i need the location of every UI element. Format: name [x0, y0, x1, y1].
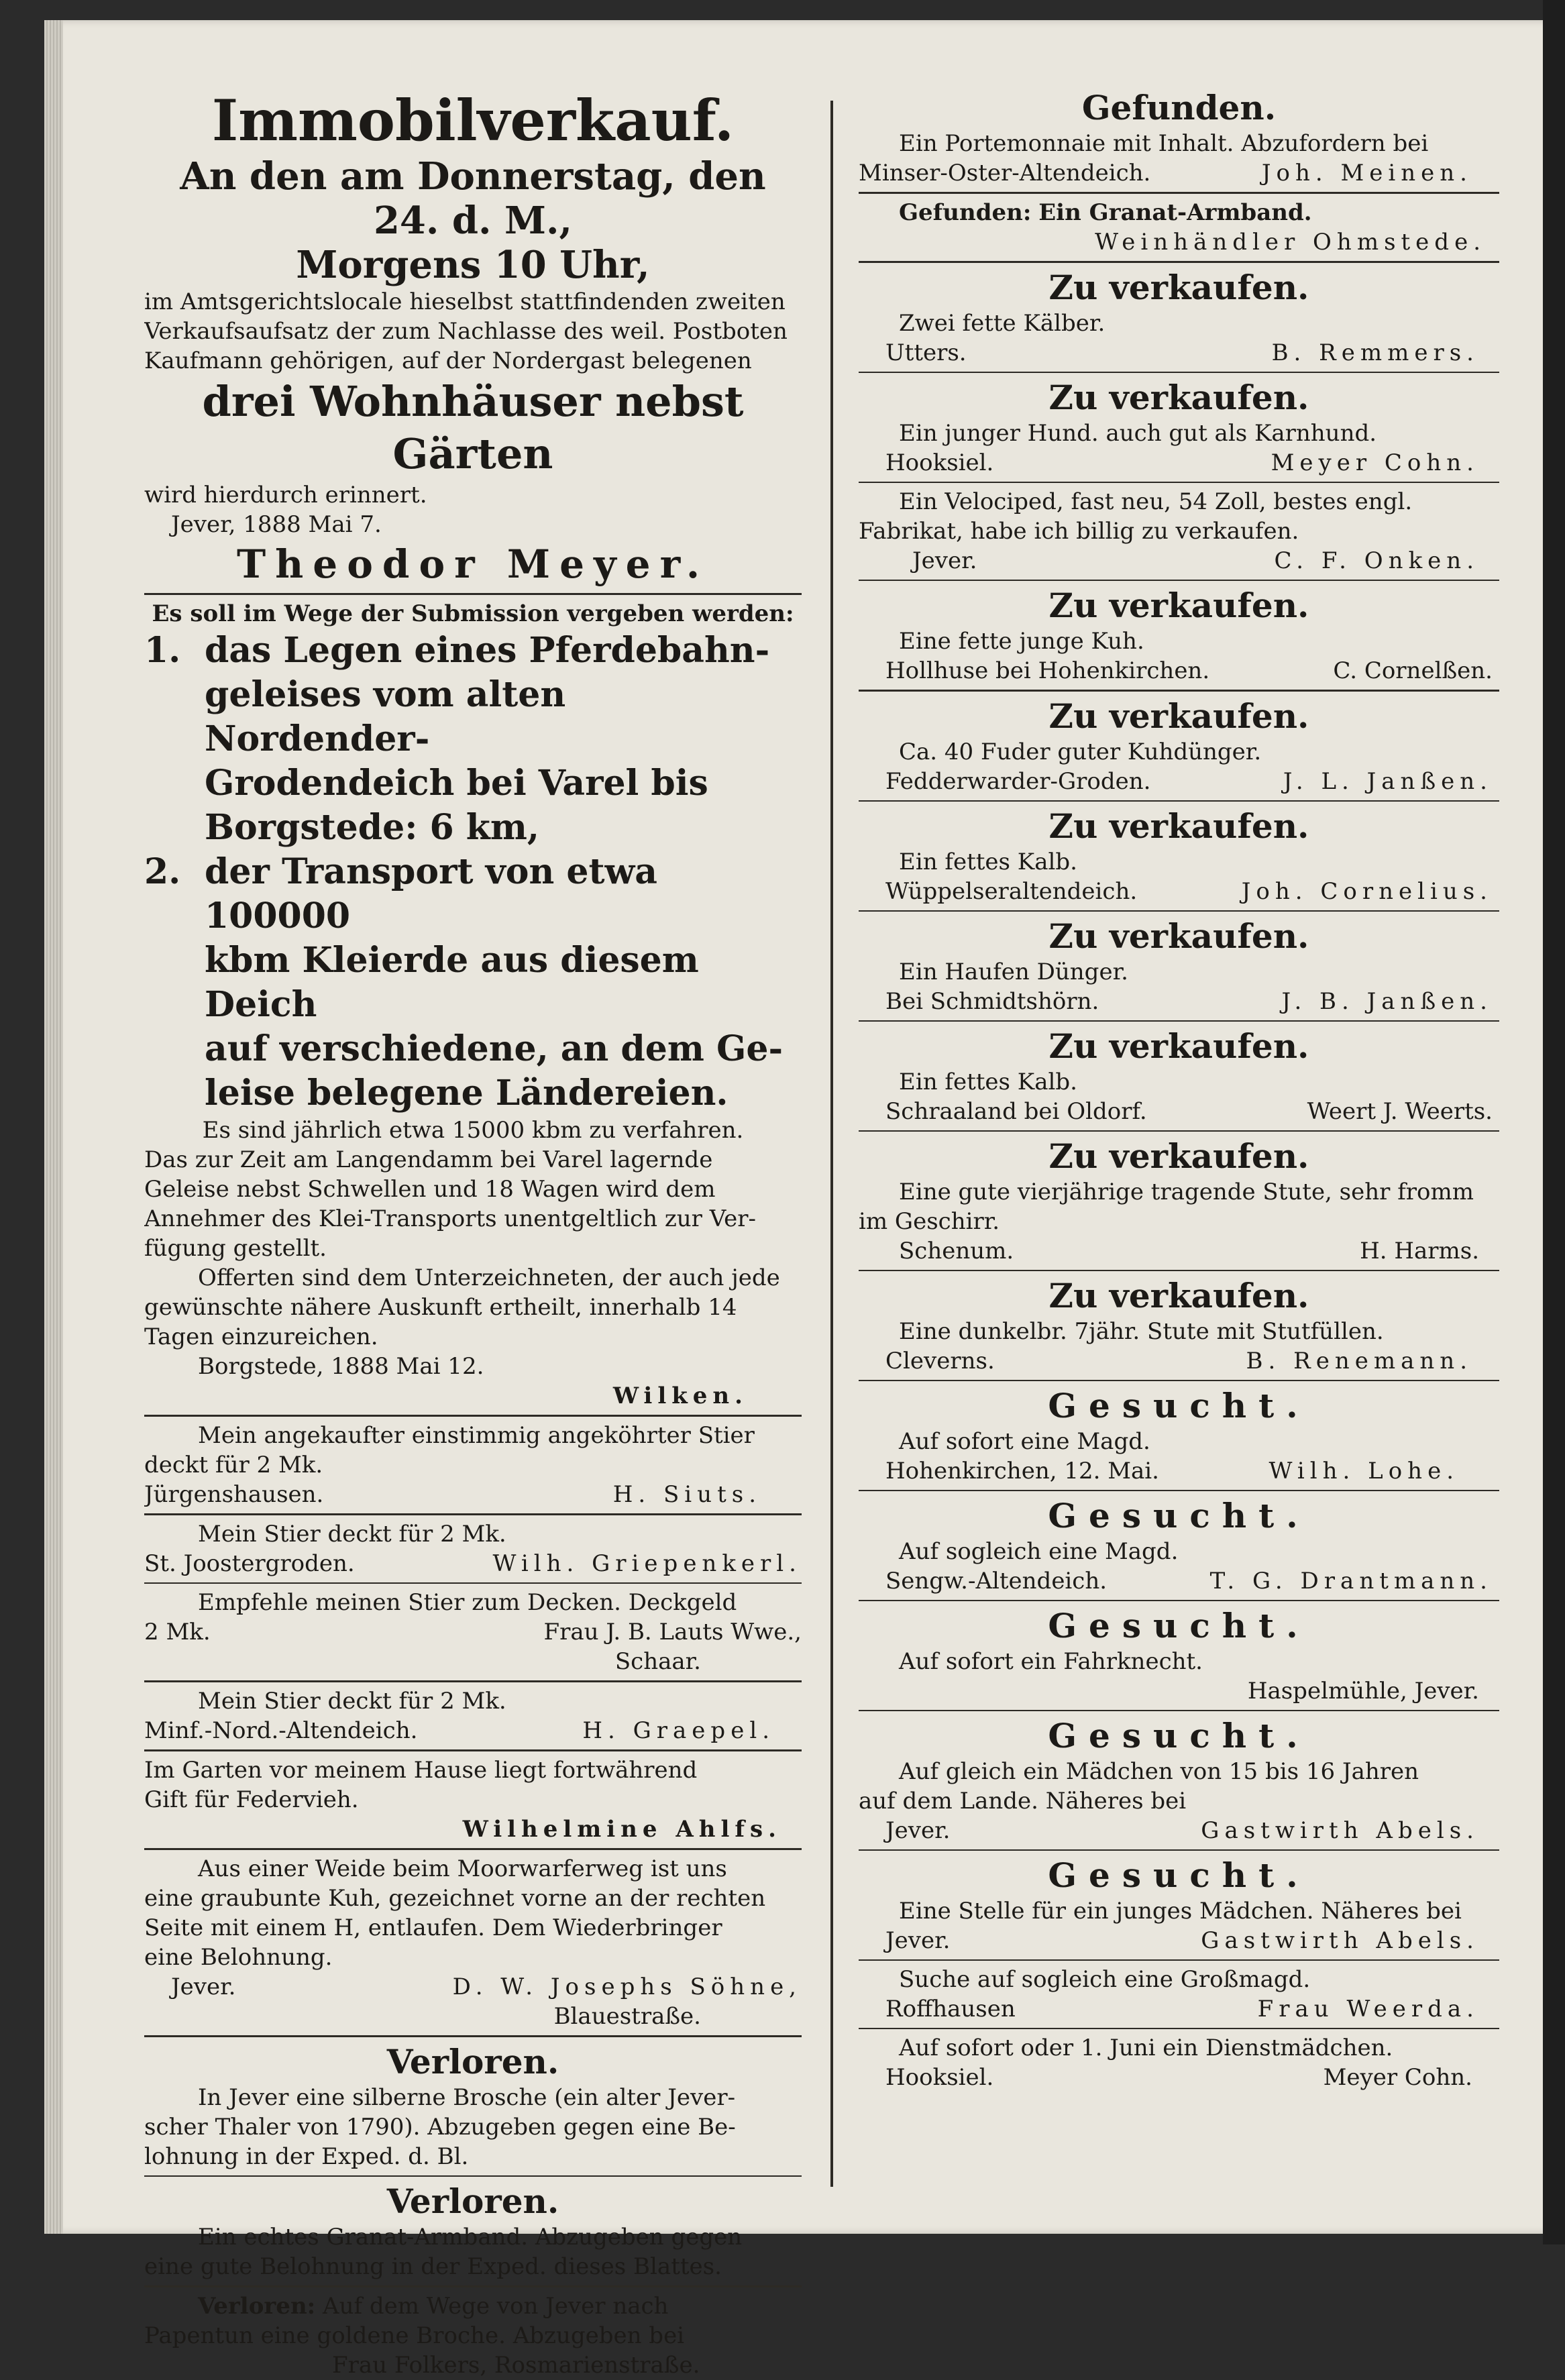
ad-footer — [859, 877, 1499, 906]
ad-line: Geleise nebst Schwellen und 18 Wagen wird dem — [144, 1176, 716, 1203]
ad-place: Schenum. — [899, 1238, 1014, 1264]
ad-date: Borgstede, 1888 Mai 12. — [198, 1353, 484, 1380]
divider — [144, 1680, 802, 1682]
ad-footer — [859, 1236, 1499, 1266]
ad-gesucht-5 — [859, 1855, 1499, 1955]
divider — [144, 1582, 802, 1584]
ad-name: B. Renemann. — [1246, 1348, 1472, 1374]
page-binding-edge — [44, 20, 63, 2234]
ad-footer — [859, 1456, 1499, 1486]
ad-title: Immobilverkauf. — [211, 87, 735, 154]
ad-footer — [859, 767, 1499, 796]
ad-title: Zu verkaufen. — [1048, 916, 1309, 956]
ad-title: Zu verkaufen. — [1048, 696, 1309, 736]
ad-line: im Geschirr. — [859, 1208, 1000, 1235]
ad-submission — [144, 599, 802, 1411]
ad-name: T. G. Drantmann. — [1209, 1568, 1493, 1594]
divider — [859, 1020, 1499, 1022]
submission-list — [144, 629, 802, 1116]
ad-line: Ca. 40 Fuder guter Kuhdünger. — [899, 739, 1262, 765]
ad-line: Papentun eine goldene Broche. Abzugeben bei — [144, 2322, 685, 2349]
ad-line: Annehmer des Klei-Transports unentgeltlich zur Ver- — [144, 1205, 756, 1232]
divider — [144, 1513, 802, 1515]
ad-name: Meyer Cohn. — [1323, 2064, 1472, 2091]
divider — [859, 2028, 1499, 2029]
ad-date: Jever, 1888 Mai 7. — [171, 511, 382, 538]
ad-verkaufen-7 — [859, 1026, 1499, 1126]
ad-footer — [144, 1480, 802, 1509]
ad-verloren-1 — [144, 2041, 802, 2171]
ad-line: Aus einer Weide beim Moorwarferweg ist uns — [198, 1855, 727, 1882]
ad-footer — [859, 2063, 1499, 2092]
divider — [144, 1415, 802, 1417]
divider — [144, 2035, 802, 2037]
ad-footer — [144, 1549, 802, 1578]
ad-title: Zu verkaufen. — [1048, 586, 1309, 625]
divider — [859, 482, 1499, 483]
ad-line: Ein fettes Kalb. — [899, 849, 1077, 875]
ad-gift — [144, 1755, 802, 1844]
ad-line: gewünschte nähere Auskunft ertheilt, innerhalb 14 — [144, 1294, 737, 1321]
ad-line: Ein Haufen Dünger. — [899, 959, 1128, 985]
ad-title: Gefunden. — [1081, 88, 1277, 127]
ad-signature: Wilhelmine Ahlfs. — [462, 1816, 781, 1843]
ad-veloziped — [859, 487, 1499, 576]
ad-line: Offerten sind dem Unterzeichneten, der auch jede — [198, 1264, 780, 1291]
ad-signature: Wilken. — [612, 1383, 748, 1409]
ad-verloren-3 — [144, 2291, 802, 2380]
ad-line: wird hierdurch erinnert. — [144, 482, 427, 508]
ad-place: Jever. — [912, 547, 977, 574]
ad-verkaufen-1 — [859, 267, 1499, 368]
item-line: auf verschiedene, an dem Ge- — [205, 1028, 784, 1069]
ad-name: Frau Folkers, Rosmarienstraße. — [332, 2352, 700, 2379]
ad-place: Hooksiel. — [885, 449, 994, 476]
ad-title: Zu verkaufen. — [1048, 1276, 1309, 1315]
ad-name: Joh. Cornelius. — [1241, 878, 1493, 905]
ad-name: Meyer Cohn. — [1271, 449, 1479, 476]
ad-title: Zu verkaufen. — [1048, 1136, 1309, 1176]
ad-title: Verloren. — [386, 2042, 559, 2081]
ad-line: Auf sofort oder 1. Juni ein Dienstmädchen. — [899, 2035, 1393, 2061]
ad-gesucht-1 — [859, 1385, 1499, 1486]
ad-place: Roffhausen — [885, 1996, 1016, 2022]
ad-title: Gesucht. — [1048, 1606, 1310, 1645]
ad-line: An den am Donnerstag, den 24. d. M., — [180, 154, 766, 243]
item-line: das Legen eines Pferdebahn- — [205, 630, 770, 671]
ad-place: St. Joostergroden. — [144, 1550, 355, 1577]
ad-verkaufen-2 — [859, 377, 1499, 478]
ad-line: Eine gute vierjährige tragende Stute, sehr fromm — [899, 1179, 1474, 1205]
ad-footer — [144, 1716, 802, 1745]
ad-name: J. L. Janßen. — [1283, 768, 1493, 795]
ad-footer — [859, 1346, 1499, 1376]
divider — [859, 261, 1499, 263]
ad-verloren-2 — [144, 2181, 802, 2281]
right-column — [859, 87, 1499, 2092]
list-item — [144, 629, 802, 850]
ad-stier-4 — [144, 1686, 802, 1745]
ad-name: C. F. Onken. — [1274, 547, 1479, 574]
divider — [144, 2175, 802, 2177]
ad-name: Gastwirth Abels. — [1201, 1817, 1479, 1844]
divider — [144, 2285, 802, 2287]
ad-line: Es sind jährlich etwa 15000 kbm zu verfahren. — [202, 1117, 744, 1144]
ad-immobilverkauf — [144, 87, 802, 589]
ad-place: Sengw.-Altendeich. — [885, 1568, 1108, 1594]
item-line: geleises vom alten Nordender- — [205, 674, 566, 759]
ad-name: Weinhändler Ohmstede. — [1095, 229, 1486, 256]
ad-place: Schaar. — [614, 1648, 701, 1675]
ad-line: Ein junger Hund. auch gut als Karnhund. — [899, 420, 1377, 447]
ad-line: Mein Stier deckt für 2 Mk. — [198, 1688, 506, 1715]
ad-name: Wilh. Griepenkerl. — [492, 1550, 802, 1577]
ad-verkaufen-9 — [859, 1275, 1499, 1376]
divider — [859, 690, 1499, 692]
ad-title: Gesucht. — [1048, 1386, 1310, 1425]
ad-place: Hooksiel. — [885, 2064, 994, 2091]
ad-headline: drei Wohnhäuser nebst Gärten — [202, 377, 744, 478]
ad-line: Fabrikat, habe ich billig zu verkaufen. — [859, 518, 1299, 545]
ad-place: Utters. — [885, 339, 967, 366]
ad-line: Ein echtes Granat-Armband. Abzugeben gegen — [198, 2224, 743, 2251]
ad-place: Hollhuse bei Hohenkirchen. — [885, 657, 1210, 684]
ad-footer — [859, 338, 1499, 368]
ad-line: Eine dunkelbr. 7jähr. Stute mit Stutfüllen. — [899, 1318, 1384, 1345]
item-number: 1. — [144, 630, 181, 671]
ad-line: Mein Stier deckt für 2 Mk. — [198, 1521, 506, 1548]
ad-place: Jever. — [885, 1817, 951, 1844]
scan-border — [1543, 0, 1565, 2244]
ad-line: Morgens 10 Uhr, — [296, 243, 650, 287]
ad-line: Das zur Zeit am Langendamm bei Varel lagernde — [144, 1146, 713, 1173]
ad-line: In Jever eine silberne Brosche (ein alter Jever- — [198, 2084, 736, 2111]
ad-verkaufen-6 — [859, 916, 1499, 1016]
ad-stier-2 — [144, 1519, 802, 1578]
ad-line: Suche auf sogleich eine Großmagd. — [899, 1966, 1311, 1993]
item-line: kbm Kleierde aus diesem Deich — [205, 940, 699, 1025]
ad-line: deckt für 2 Mk. — [144, 1452, 323, 1478]
divider — [144, 1848, 802, 1850]
ad-gefunden-1 — [859, 87, 1499, 188]
ad-place: Bei Schmidtshörn. — [885, 988, 1099, 1015]
ad-footer — [859, 1566, 1499, 1596]
ad-verkaufen-3 — [859, 585, 1499, 686]
ad-line: Kaufmann gehörigen, auf der Nordergast belegenen — [144, 347, 752, 374]
ad-line: Mein angekaufter einstimmig angeköhrter Stier — [198, 1422, 755, 1449]
ad-place: Jever. — [171, 1973, 236, 2000]
ad-title: Zu verkaufen. — [1048, 378, 1309, 417]
divider — [144, 1749, 802, 1751]
ad-line: Auf sofort ein Fahrknecht. — [899, 1648, 1203, 1675]
ad-line — [144, 1617, 802, 1647]
ad-line: eine Belohnung. — [144, 1944, 333, 1971]
ad-line: Empfehle meinen Stier zum Decken. Deckgeld — [198, 1589, 737, 1616]
divider — [859, 1600, 1499, 1601]
divider — [859, 910, 1499, 912]
divider — [859, 192, 1499, 194]
ad-line: Eine Stelle für ein junges Mädchen. Näheres bei — [899, 1898, 1462, 1925]
ad-line: Gift für Federvieh. — [144, 1786, 359, 1813]
ad-text: Ein Granat-Armband. — [1038, 199, 1312, 226]
ad-name: C. Cornelßen. — [1333, 657, 1493, 684]
ad-lead: Verloren: — [198, 2293, 316, 2320]
ad-line: Auf gleich ein Mädchen von 15 bis 16 Jahren — [899, 1758, 1419, 1785]
ad-name: H. Siuts. — [612, 1481, 761, 1508]
ad-name: H. Harms. — [1360, 1238, 1479, 1264]
divider — [859, 1490, 1499, 1491]
ad-line: Seite mit einem H, entlaufen. Dem Wiederbringer — [144, 1914, 722, 1941]
ad-line: Eine fette junge Kuh. — [899, 628, 1144, 655]
ad-name: Joh. Meinen. — [1261, 160, 1472, 186]
ad-footer — [859, 656, 1499, 686]
ad-line: Ein Velociped, fast neu, 54 Zoll, bestes engl. — [899, 488, 1413, 515]
ad-place: Minser-Oster-Altendeich. — [859, 160, 1151, 186]
ad-kuh — [144, 1854, 802, 2031]
divider — [144, 593, 802, 595]
ad-name: Frau J. B. Lauts Wwe., — [543, 1619, 802, 1645]
ad-footer — [859, 1994, 1499, 2024]
item-line: leise belegene Ländereien. — [205, 1073, 728, 1114]
ad-line: Auf sofort eine Magd. — [899, 1428, 1150, 1455]
ad-name: Haspelmühle, Jever. — [1247, 1678, 1479, 1705]
ad-line: Ein fettes Kalb. — [899, 1069, 1077, 1095]
ad-verkaufen-8 — [859, 1136, 1499, 1266]
divider — [859, 1380, 1499, 1381]
ad-line: Zwei fette Kälber. — [899, 310, 1105, 337]
left-column — [144, 87, 802, 2380]
ad-line: Ein Portemonnaie mit Inhalt. Abzufordern bei — [899, 130, 1429, 157]
item-line: Borgstede: 6 km, — [205, 807, 539, 848]
ad-place: Jever. — [885, 1927, 951, 1954]
ad-title: Zu verkaufen. — [1048, 268, 1309, 307]
ad-line: Im Garten vor meinem Hause liegt fortwährend — [144, 1757, 698, 1784]
ad-title: Zu verkaufen. — [1048, 1026, 1309, 1066]
ad-footer — [859, 158, 1499, 188]
ad-line: fügung gestellt. — [144, 1235, 327, 1262]
ad-name: J. B. Janßen. — [1281, 988, 1493, 1015]
divider — [859, 1849, 1499, 1851]
ad-lead: Gefunden: — [899, 199, 1032, 226]
ad-footer — [859, 448, 1499, 478]
ad-gefunden-2 — [859, 198, 1499, 257]
ad-place: Fedderwarder-Groden. — [885, 768, 1151, 795]
item-number: 2. — [144, 851, 181, 892]
ad-footer — [144, 1972, 802, 2002]
ad-verkaufen-5 — [859, 806, 1499, 906]
divider — [859, 1270, 1499, 1271]
divider — [859, 800, 1499, 802]
ad-place: Hohenkirchen, 12. Mai. — [885, 1458, 1159, 1484]
divider — [859, 372, 1499, 373]
ad-stier-1 — [144, 1421, 802, 1509]
ad-place: Cleverns. — [885, 1348, 995, 1374]
ad-title: Gesucht. — [1048, 1716, 1310, 1755]
ad-place: Wüppelseraltendeich. — [885, 878, 1138, 905]
ad-title: Zu verkaufen. — [1048, 806, 1309, 846]
ad-line — [859, 198, 1499, 227]
divider — [859, 1959, 1499, 1961]
ad-place: Minf.-Nord.-Altendeich. — [144, 1717, 418, 1744]
ad-verkaufen-4 — [859, 696, 1499, 796]
ad-footer — [859, 546, 1499, 576]
divider — [859, 1710, 1499, 1711]
ad-name: B. Remmers. — [1271, 339, 1479, 366]
ad-gesucht-4 — [859, 1715, 1499, 1845]
ad-dienstmaedchen — [859, 2033, 1499, 2092]
ad-name: Frau Weerda. — [1257, 1996, 1479, 2022]
item-line: Grodendeich bei Varel bis — [205, 763, 708, 804]
ad-name: Weert J. Weerts. — [1307, 1098, 1493, 1125]
ad-footer — [859, 1816, 1499, 1845]
ad-grossmagd — [859, 1965, 1499, 2024]
ad-name: Gastwirth Abels. — [1201, 1927, 1479, 1954]
ad-line: lohnung in der Exped. d. Bl. — [144, 2143, 469, 2170]
ad-line: Auf sogleich eine Magd. — [899, 1538, 1179, 1565]
ad-name: D. W. Josephs Söhne, — [452, 1973, 802, 2000]
list-item — [144, 850, 802, 1116]
column-divider — [830, 101, 833, 2187]
ad-gesucht-2 — [859, 1495, 1499, 1596]
ad-title: Gesucht. — [1048, 1855, 1310, 1895]
ad-line: auf dem Lande. Näheres bei — [859, 1788, 1187, 1815]
ad-name: Wilh. Lohe. — [1269, 1458, 1459, 1484]
divider — [859, 580, 1499, 581]
ad-gesucht-3 — [859, 1605, 1499, 1706]
divider — [859, 1130, 1499, 1132]
ad-line: Verkaufsaufsatz der zum Nachlasse des weil. Postboten — [144, 318, 788, 345]
ad-line: eine gute Belohnung in der Exped. dieses Blattes. — [144, 2253, 722, 2280]
ad-footer — [859, 1097, 1499, 1126]
ad-name: H. Graepel. — [582, 1717, 775, 1744]
ad-line: im Amtsgerichtslocale hieselbst stattfindenden zweiten — [144, 288, 786, 315]
ad-stier-3 — [144, 1588, 802, 1676]
ad-text: 2 Mk. — [144, 1619, 211, 1645]
ad-title: Gesucht. — [1048, 1496, 1310, 1535]
ad-line: scher Thaler von 1790). Abzugeben gegen eine Be- — [144, 2114, 736, 2141]
ad-place: Schraaland bei Oldorf. — [885, 1098, 1147, 1125]
ad-text: Auf dem Wege von Jever nach — [323, 2293, 669, 2320]
ad-footer — [859, 987, 1499, 1016]
ad-signature: Theodor Meyer. — [236, 541, 710, 587]
ad-footer — [859, 1926, 1499, 1955]
ad-title: Verloren. — [386, 2181, 559, 2221]
ad-place: Jürgenshausen. — [144, 1481, 324, 1508]
item-line: der Transport von etwa 100000 — [205, 851, 657, 936]
ad-line: Tagen einzureichen. — [144, 1323, 378, 1350]
ad-line — [144, 2291, 802, 2321]
ad-street: Blauestraße. — [553, 2003, 701, 2030]
ad-line: eine graubunte Kuh, gezeichnet vorne an der rechten — [144, 1885, 766, 1912]
ad-intro: Es soll im Wege der Submission vergeben werden: — [152, 600, 794, 627]
